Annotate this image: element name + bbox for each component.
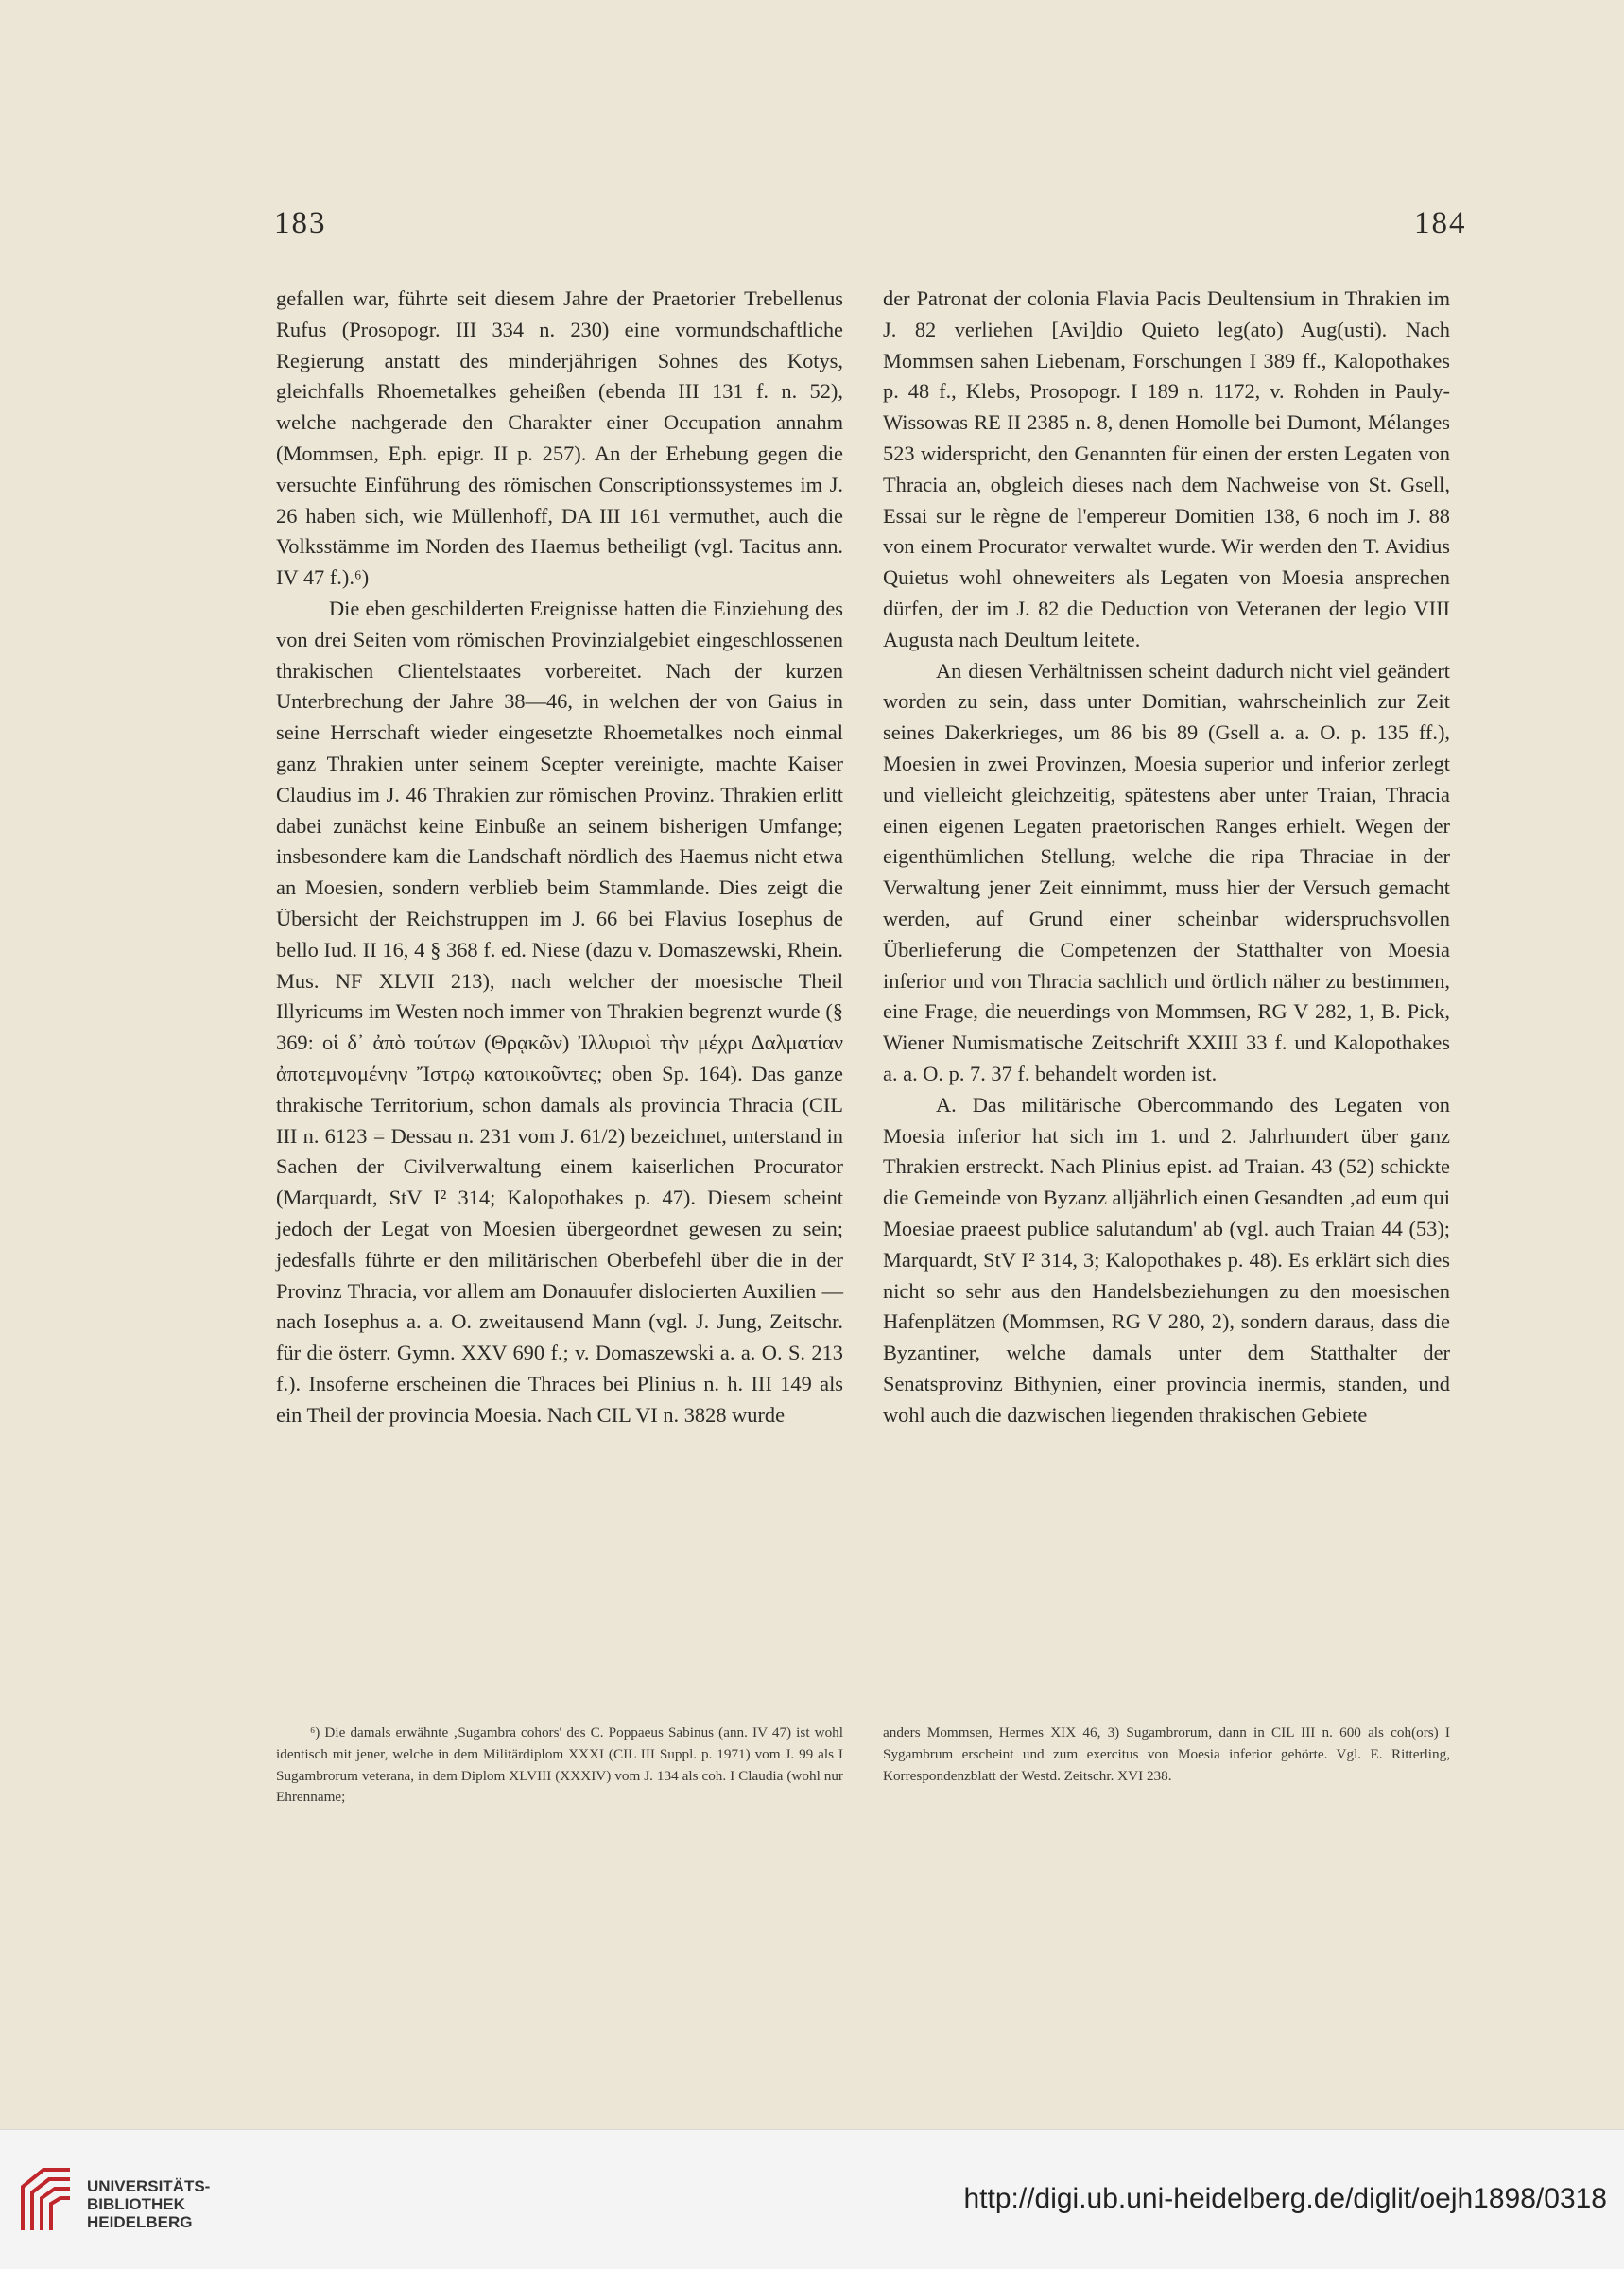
page-number-right: 184 bbox=[1414, 206, 1467, 240]
paragraph: A. Das militärische Obercommando des Legaten von Moesia inferior hat sich im 1. und 2. Jahrhundert über ganz Thrakien erstreckt. Nach Plinius epist. ad Traian. 43 (52) schickte die Gemeinde von Byzanz alljährlich einen Gesandten ‚ad eum qui Moesiae praeest publice salutandum' ab (vgl. auch Traian 44 (53); Marquardt, StV I² 314, 3; Kalopothakes p. 48). Es erklärt sich dies nicht so sehr aus den Handelsbeziehungen zu den moesischen Hafenplätzen (Mommsen, RG V 280, 2), sondern daraus, dass die Byzantiner, welche damals unter dem Statthalter der Senatsprovinz Bithynien, einer provincia inermis, standen, und wohl auch die dazwischen liegenden thrakischen Gebiete bbox=[883, 1092, 1450, 1427]
paragraph: gefallen war, führte seit diesem Jahre der Praetorier Trebellenus Rufus (Prosopogr. III 334 n. 230) eine vormundschaftliche Regierung anstatt des minderjährigen Sohnes des Kotys, gleichfalls Rhoemetalkes geheißen (ebenda III 131 f. n. 52), welche nachgerade den Charakter einer Occupation annahm (Mommsen, Eph. epigr. II p. 257). An der Erhebung gegen die versuchte Einführung des römischen Conscriptionssystemes im J. 26 haben sich, wie Müllenhoff, DA III 161 vermuthet, auch die Volksstämme im Norden des Haemus betheiligt (vgl. Tacitus ann. IV 47 f.).⁶) bbox=[276, 286, 843, 590]
source-url-link[interactable]: http://digi.ub.uni-heidelberg.de/diglit/oejh1898/0318 bbox=[963, 2183, 1607, 2214]
paragraph: An diesen Verhältnissen scheint dadurch nicht viel geändert worden zu sein, dass unter Domitian, wahrscheinlich zur Zeit seines Dakerkrieges, um 86 bis 89 (Gsell a. a. O. p. 135 ff.), Moesien in zwei Provinzen, Moesia superior und inferior zerlegt und vielleicht gleichzeitig, spätestens aber unter Traian, Thracia einen eigenen Legaten praetorischen Ranges erhielt. Wegen der eigenthümlichen Stellung, welche die ripa Thraciae in der Verwaltung jener Zeit einnimmt, muss hier der Versuch gemacht werden, auf Grund einer scheinbar widerspruchsvollen Überlieferung die Competenzen der Statthalter von Moesia inferior und von Thracia sachlich und örtlich näher zu bestimmen, eine Frage, die neuerdings von Mommsen, RG V 282, 1, B. Pick, Wiener Numismatische Zeitschrift XXIII 33 f. und Kalopothakes a. a. O. p. 7. 37 f. behandelt worden ist. bbox=[883, 658, 1450, 1085]
library-logo-icon bbox=[15, 2164, 78, 2239]
page-number-left: 183 bbox=[274, 206, 327, 240]
library-name: UNIVERSITÄTS- BIBLIOTHEK HEIDELBERG bbox=[87, 2177, 211, 2231]
right-text-column bbox=[883, 284, 1450, 1430]
paragraph: der Patronat der colonia Flavia Pacis Deultensium in Thrakien im J. 82 verliehen [Avi]dio Quieto leg(ato) Aug(usti). Nach Mommsen sahen Liebenam, Forschungen I 389 ff., Kalopothakes p. 48 f., Klebs, Prosopogr. I 189 n. 1172, v. Rohden in Pauly-Wissowas RE II 2385 n. 8, denen Homolle bei Dumont, Mélanges 523 widerspricht, den Genannten für einen der ersten Legaten von Thracia an, obgleich dieses nach dem Nachweise von St. Gsell, Essai sur le règne de l'empereur Domitien 138, 6 noch im J. 88 von einem Procurator verwaltet wurde. Wir werden den T. Avidius Quietus wohl ohneweiters als Legaten von Moesia ansprechen dürfen, der im J. 82 die Deduction von Veteranen der legio VIII Augusta nach Deultum leitete. bbox=[883, 286, 1450, 651]
left-text-column bbox=[276, 284, 843, 1430]
library-footer bbox=[0, 2129, 1624, 2269]
footnote-text: anders Mommsen, Hermes XIX 46, 3) Sugambrorum, dann in CIL III n. 600 als coh(ors) I Sygambrum erscheint und zum exercitus von Moesia inferior gehörte. Vgl. E. Ritterling, Korrespondenzblatt der Westd. Zeitschr. XVI 238. bbox=[883, 1724, 1450, 1784]
paragraph: Die eben geschilderten Ereignisse hatten die Einziehung des von drei Seiten vom römischen Provinzialgebiet eingeschlossenen thrakischen Clientelstaates vorbereitet. Nach der kurzen Unterbrechung der Jahre 38—46, in welchen der von Gaius in seine Herrschaft wieder eingesetzte Rhoemetalkes noch einmal ganz Thrakien unter seinem Scepter vereinigte, machte Kaiser Claudius im J. 46 Thrakien zur römischen Provinz. Thrakien erlitt dabei zunächst keine Einbuße an seinem bisherigen Umfange; insbesondere kam die Landschaft nördlich des Haemus nicht etwa an Moesien, sondern verblieb beim Stammlande. Dies zeigt die Übersicht der Reichstruppen im J. 66 bei Flavius Iosephus de bello Iud. II 16, 4 § 368 f. ed. Niese (dazu v. Domaszewski, Rhein. Mus. NF XLVII 213), nach welcher der moesische Theil Illyricums im Westen noch immer von Thrakien begrenzt wurde (§ 369: οἱ δ᾿ ἀπὸ τούτων (Θρᾳκῶν) Ἰλλυριοὶ τὴν μέχρι Δαλματίαν ἀποτεμνομένην Ἴστρῳ κατοικοῦντες; oben Sp. 164). Das ganze thrakische Territorium, schon damals als provincia Thracia (CIL III n. 6123 = Dessau n. 231 vom J. 61/2) bezeichnet, unterstand in Sachen der Civilverwaltung einem kaiserlichen Procurator (Marquardt, StV I² 314; Kalopothakes p. 47). Diesem scheint jedoch der Legat von Moesien übergeordnet gewesen zu sein; jedesfalls führte er den militärischen Oberbefehl über die in der Provinz Thracia, vor allem am Donauufer dislocierten Auxilien — nach Iosephus a. a. O. zweitausend Mann (vgl. J. Jung, Zeitschr. für die österr. Gymn. XXV 690 f.; v. Domaszewski a. a. O. S. 213 f.). Insoferne erscheinen die Thraces bei Plinius n. h. III 149 als ein Theil der provincia Moesia. Nach CIL VI n. 3828 wurde bbox=[276, 596, 843, 1427]
footnote-right bbox=[883, 1723, 1450, 1787]
footnote-left bbox=[276, 1723, 843, 1809]
footnote-text: ⁶) Die damals erwähnte ‚Sugambra cohors' des C. Poppaeus Sabinus (ann. IV 47) ist wohl identisch mit jener, welche in dem Militärdiplom XXXI (CIL III Suppl. p. 1971) vom J. 99 als I Sugambrorum veterana, in dem Diplom XLVIII (XXXIV) vom J. 134 als coh. I Claudia (wohl nur Ehrenname; bbox=[276, 1724, 843, 1806]
